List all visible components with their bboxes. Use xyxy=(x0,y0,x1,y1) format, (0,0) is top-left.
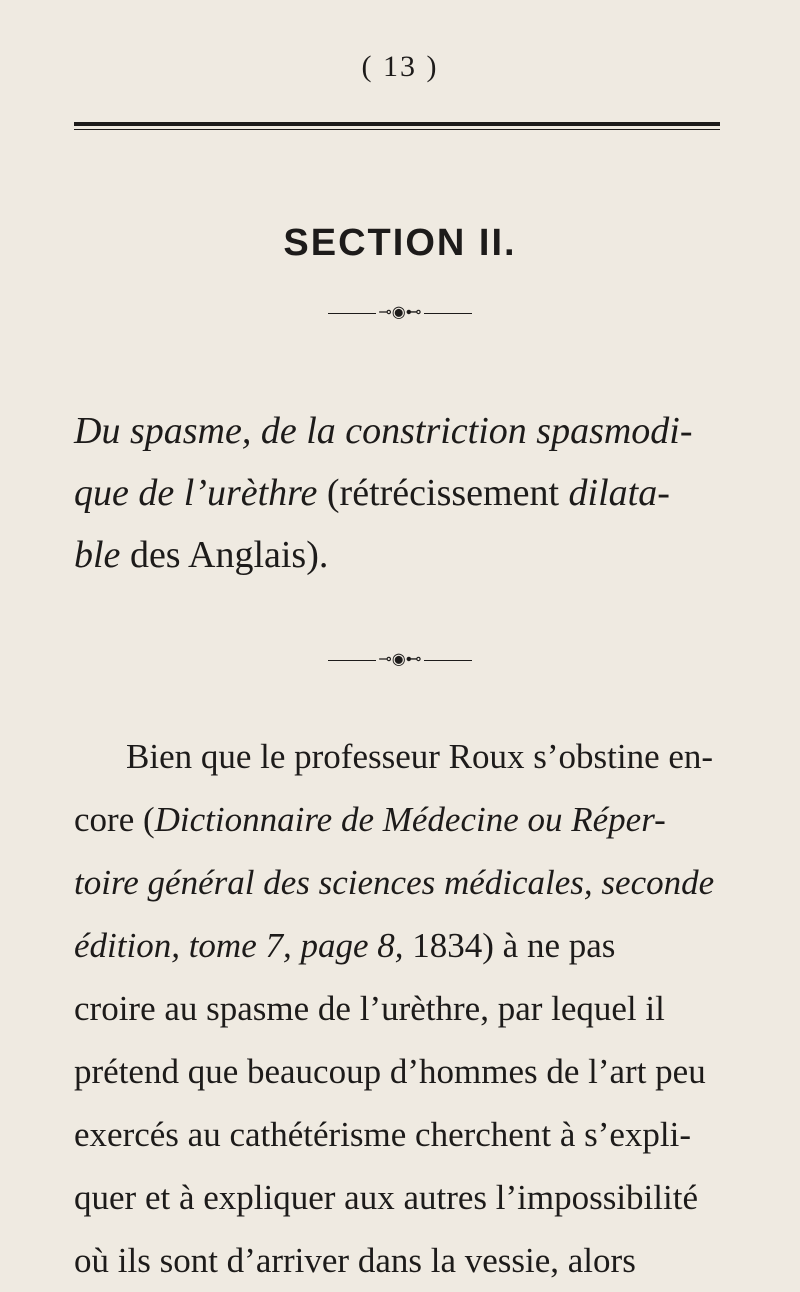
body-line-7: exercés au cathétérisme cherchent à s’expli- xyxy=(74,1115,692,1154)
body-line-1: Bien que le professeur Roux s’obstine en- xyxy=(126,737,714,776)
body-line-9: où ils sont d’arriver dans la vessie, alors xyxy=(74,1241,636,1280)
ornament-line xyxy=(424,313,472,314)
body-line-5: croire au spasme de l’urèthre, par lequel il xyxy=(74,989,665,1028)
subtitle-line-1: Du spasme, de la constriction spasmodi- xyxy=(74,410,693,452)
ornament-mark: ⊸◉⊷ xyxy=(378,651,422,669)
body-line-3: toire général des sciences médicales, seconde xyxy=(74,863,715,902)
subtitle-line-2: que de l’urèthre (rétrécissement dilata- xyxy=(74,472,670,514)
section-title: SECTION II. xyxy=(283,222,517,264)
body-line-6: prétend que beaucoup d’hommes de l’art peu xyxy=(74,1052,706,1091)
body-line-8: quer et à expliquer aux autres l’impossibilité xyxy=(74,1178,698,1217)
ornament-line xyxy=(328,660,376,661)
body-line-2: core (Dictionnaire de Médecine ou Réper- xyxy=(74,800,666,839)
ornament-divider-top xyxy=(0,305,800,321)
body-paragraph xyxy=(74,725,720,1292)
page-number: ( 13 ) xyxy=(361,50,439,83)
chapter-subtitle xyxy=(74,400,720,586)
subtitle-line-3: ble des Anglais). xyxy=(74,534,329,576)
body-line-4: édition, tome 7, page 8, 1834) à ne pas xyxy=(74,926,616,965)
ornament-divider-bottom xyxy=(0,652,800,668)
ornament-line xyxy=(424,660,472,661)
ornament-line xyxy=(328,313,376,314)
header-rule xyxy=(74,122,720,126)
ornament-mark: ⊸◉⊷ xyxy=(378,304,422,322)
